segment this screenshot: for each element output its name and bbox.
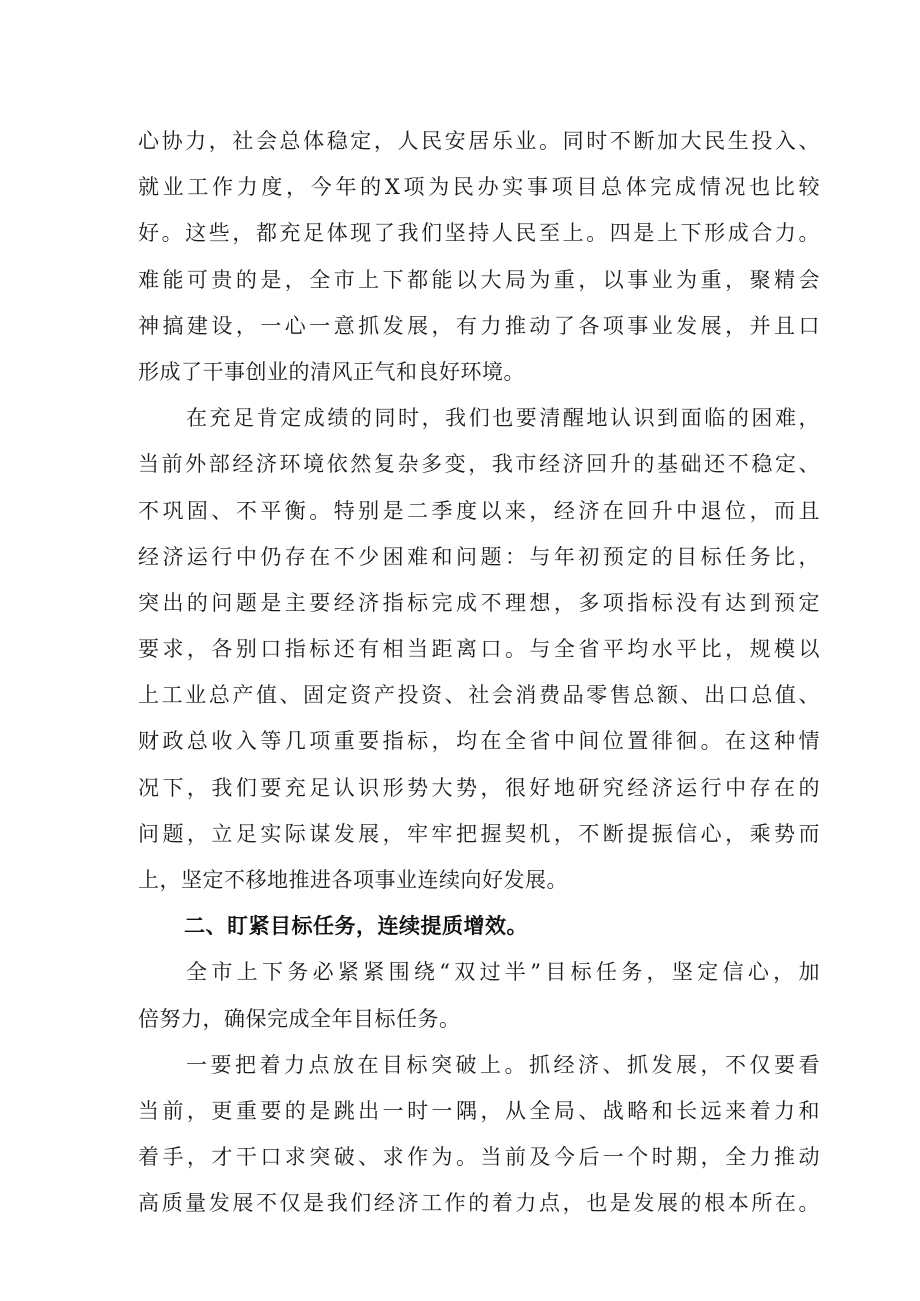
paragraph-focus-point bbox=[138, 1042, 820, 1227]
text-line: 着手，才干口求突破、求作为。当前及今后一个时期，全力推动 bbox=[138, 1145, 820, 1170]
text-line: 当前外部经济环境依然复杂多变，我市经济回升的基础还不稳定、 bbox=[138, 452, 820, 477]
text-line: 高质量发展不仅是我们经济工作的着力点，也是发展的根本所在。 bbox=[138, 1191, 820, 1216]
text-line: 好。这些，都充足体现了我们坚持人民至上。四是上下形成合力。 bbox=[138, 221, 820, 246]
paragraph-difficulties bbox=[138, 395, 820, 903]
text-line: 在充足肯定成绩的同时，我们也要清醒地认识到面临的困难， bbox=[186, 406, 820, 431]
text-line: 神搞建设，一心一意抓发展，有力推动了各项事业发展，并且口 bbox=[138, 313, 820, 338]
text-line: 财政总收入等几项重要指标，均在全省中间位置徘徊。在这种情 bbox=[138, 729, 820, 754]
text-line: 形成了干事创业的清风正气和良好环境。 bbox=[138, 359, 525, 384]
text-line: 就业工作力度，今年的X项为民办实事项目总体完成情况也比较 bbox=[138, 175, 820, 200]
text-line: 上工业总产值、固定资产投资、社会消费品零售总额、出口总值、 bbox=[138, 683, 820, 708]
text-line: 问题，立足实际谋发展，牢牢把握契机，不断提振信心，乘势而 bbox=[138, 821, 820, 846]
text-line: 要求，各别口指标还有相当距离口。与全省平均水平比，规模以 bbox=[138, 637, 820, 662]
section-heading: 二、盯紧目标任务，连续提质增效。 bbox=[184, 914, 528, 939]
text-line: 倍努力，确保完成全年目标任务。 bbox=[138, 1006, 461, 1031]
text-line: 当前，更重要的是跳出一时一隅，从全局、战略和长远来着力和 bbox=[138, 1098, 820, 1123]
text-line: 况下，我们要充足认识形势大势，很好地研究经济运行中存在的 bbox=[138, 775, 820, 800]
document-body bbox=[138, 118, 820, 1227]
text-line: 上，坚定不移地推进各项事业连续向好发展。 bbox=[138, 868, 568, 892]
paragraph-targets bbox=[138, 949, 820, 1041]
text-line: 心协力，社会总体稳定，人民安居乐业。同时不断加大民生投入、 bbox=[138, 129, 820, 153]
text-line: 全市上下务必紧紧围绕“双过半”目标任务，坚定信心，加 bbox=[186, 960, 820, 985]
paragraph-people-livelihood bbox=[138, 118, 820, 395]
text-line: 突出的问题是主要经济指标完成不理想，多项指标没有达到预定 bbox=[138, 590, 820, 615]
text-line: 不巩固、不平衡。特别是二季度以来，经济在回升中退位，而且 bbox=[138, 498, 820, 523]
text-line: 难能可贵的是，全市上下都能以大局为重，以事业为重，聚精会 bbox=[138, 267, 820, 292]
text-line: 经济运行中仍存在不少困难和问题：与年初预定的目标任务比， bbox=[138, 544, 820, 569]
text-line: 一要把着力点放在目标突破上。抓经济、抓发展，不仅要看 bbox=[186, 1052, 820, 1077]
